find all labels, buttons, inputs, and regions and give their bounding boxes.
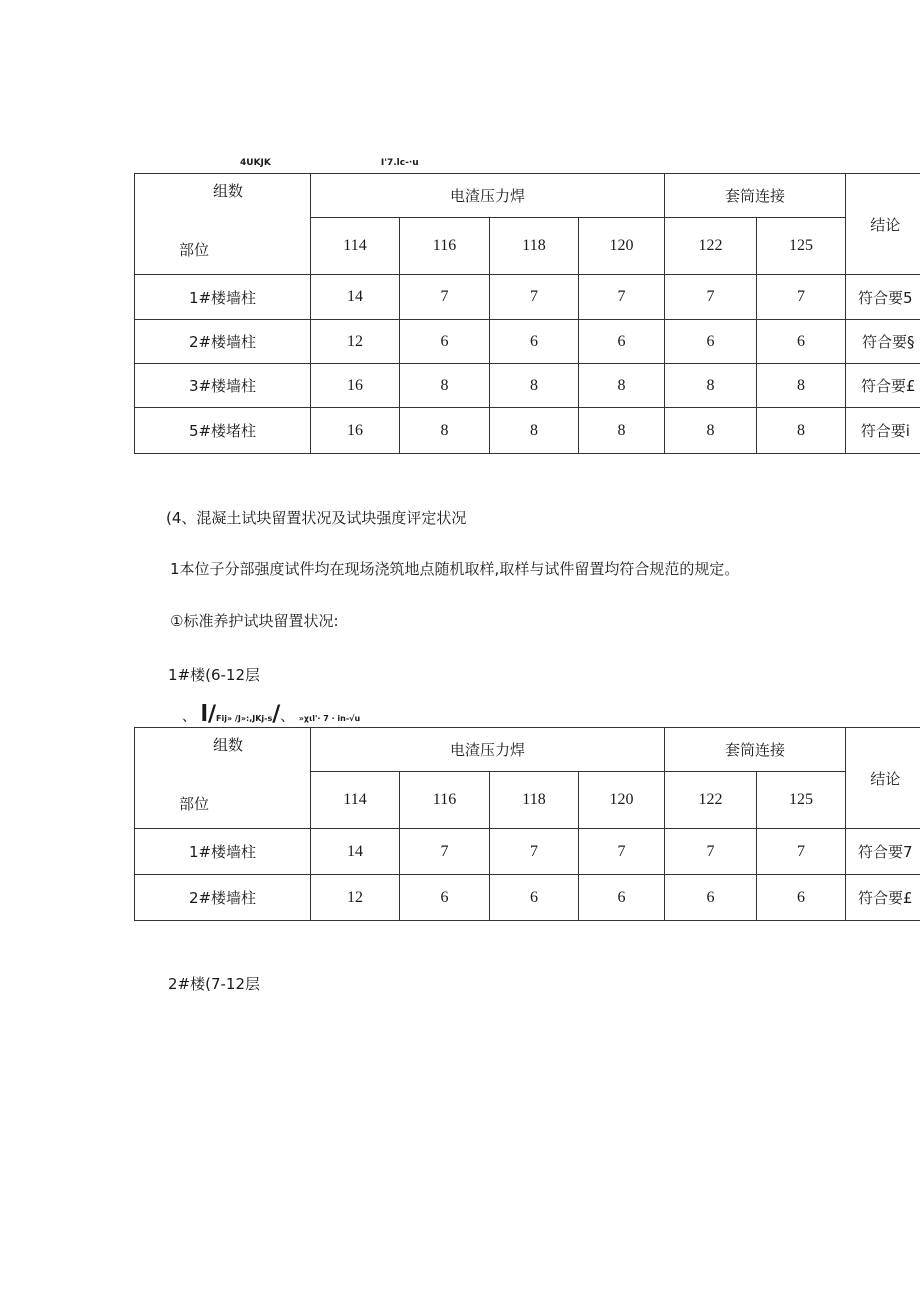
table1-sleeve-header: 套筒连接	[665, 174, 846, 218]
table2-electroslag-header: 电渣压力焊	[311, 728, 665, 772]
table2-col-header: 120	[579, 772, 665, 829]
table2-header-row-1	[135, 728, 920, 772]
conclusion-cell: 符合要7	[846, 829, 920, 875]
value-cell: 7	[490, 829, 579, 875]
value-cell: 8	[490, 408, 579, 454]
conclusion-cell: 符合要£	[846, 875, 920, 921]
table2-col-header: 125	[757, 772, 846, 829]
value-cell: 7	[665, 275, 757, 320]
table2-conclusion-header: 结论	[846, 728, 920, 829]
table1-group-count-label: 组数	[213, 182, 244, 200]
table2-part-label: 部位	[179, 795, 210, 813]
value-cell: 7	[579, 275, 665, 320]
value-cell: 7	[400, 275, 490, 320]
row-part-cell: 2#楼墙柱	[135, 320, 311, 364]
table-row	[135, 275, 920, 320]
table1-col-header: 120	[579, 218, 665, 275]
value-cell: 16	[311, 364, 400, 408]
value-cell: 14	[311, 829, 400, 875]
value-cell: 8	[579, 408, 665, 454]
section-heading: (4、混凝土试块留置状况及试块强度评定状况	[166, 509, 467, 527]
table2-col-header: 118	[490, 772, 579, 829]
value-cell: 6	[579, 875, 665, 921]
value-cell: 16	[311, 408, 400, 454]
intro-paragraph: 1本位子分部强度试件均在现场浇筑地点随机取样,取样与试件留置均符合规范的规定。	[170, 560, 740, 578]
table1-col-header: 116	[400, 218, 490, 275]
value-cell: 6	[665, 875, 757, 921]
table1-col-header: 125	[757, 218, 846, 275]
value-cell: 6	[400, 320, 490, 364]
table2-sleeve-header: 套筒连接	[665, 728, 846, 772]
value-cell: 7	[665, 829, 757, 875]
value-cell: 8	[400, 408, 490, 454]
table-row	[135, 364, 920, 408]
conclusion-cell: 符合要5	[846, 275, 920, 320]
table2-col-header: 122	[665, 772, 757, 829]
value-cell: 8	[757, 364, 846, 408]
table-row	[135, 320, 920, 364]
table-row	[135, 875, 920, 921]
building1-label: 1#楼(6-12层	[168, 666, 261, 684]
value-cell: 6	[490, 875, 579, 921]
value-cell: 8	[490, 364, 579, 408]
value-cell: 6	[757, 875, 846, 921]
table1-col-header: 114	[311, 218, 400, 275]
value-cell: 12	[311, 875, 400, 921]
row-part-cell: 3#楼墙柱	[135, 364, 311, 408]
conclusion-cell: 符合要i	[846, 408, 920, 454]
value-cell: 8	[665, 364, 757, 408]
value-cell: 6	[579, 320, 665, 364]
table1-col-header: 118	[490, 218, 579, 275]
caption2-prefix: 、	[182, 709, 196, 725]
table1-electroslag-header: 电渣压力焊	[311, 174, 665, 218]
table1-part-label: 部位	[179, 241, 210, 259]
value-cell: 6	[490, 320, 579, 364]
table2	[134, 727, 920, 921]
caption2-mark1: l/	[200, 702, 217, 727]
value-cell: 7	[757, 829, 846, 875]
value-cell: 7	[757, 275, 846, 320]
standard-curing-label: ①标准养护试块留置状况:	[170, 612, 339, 630]
value-cell: 7	[400, 829, 490, 875]
row-part-cell: 2#楼墙柱	[135, 875, 311, 921]
table-row	[135, 408, 920, 454]
table1-col-header: 122	[665, 218, 757, 275]
table1-caption-left: 4UKJK	[240, 158, 271, 168]
table1-header-row-1	[135, 174, 920, 218]
value-cell: 6	[757, 320, 846, 364]
value-cell: 7	[490, 275, 579, 320]
table1	[134, 173, 920, 454]
value-cell: 8	[665, 408, 757, 454]
value-cell: 12	[311, 320, 400, 364]
row-part-cell: 1#楼墙柱	[135, 829, 311, 875]
value-cell: 6	[665, 320, 757, 364]
caption2-mark2: /	[272, 702, 281, 727]
table2-col-header: 116	[400, 772, 490, 829]
row-part-cell: 5#楼堵柱	[135, 408, 311, 454]
value-cell: 6	[400, 875, 490, 921]
value-cell: 8	[579, 364, 665, 408]
table-row	[135, 829, 920, 875]
table1-corner-cell	[135, 174, 311, 275]
conclusion-cell: 符合要§	[846, 320, 920, 364]
caption2-text2: »χιl'· 7 · in-√u	[298, 714, 361, 723]
caption2-sep: 、	[280, 709, 295, 725]
table1-caption	[240, 158, 419, 168]
value-cell: 8	[400, 364, 490, 408]
row-part-cell: 1#楼墙柱	[135, 275, 311, 320]
caption2-text1: Fij» /J»:,JKj-s	[216, 714, 273, 723]
table2-col-header: 114	[311, 772, 400, 829]
conclusion-cell: 符合要£	[846, 364, 920, 408]
table1-caption-right: I'7.lc-·u	[380, 158, 419, 168]
table1-conclusion-header: 结论	[846, 174, 920, 275]
table2-caption	[182, 702, 360, 727]
value-cell: 7	[579, 829, 665, 875]
building2-label: 2#楼(7-12层	[168, 975, 261, 993]
table2-corner-cell	[135, 728, 311, 829]
table2-group-count-label: 组数	[213, 736, 244, 754]
value-cell: 14	[311, 275, 400, 320]
value-cell: 8	[757, 408, 846, 454]
